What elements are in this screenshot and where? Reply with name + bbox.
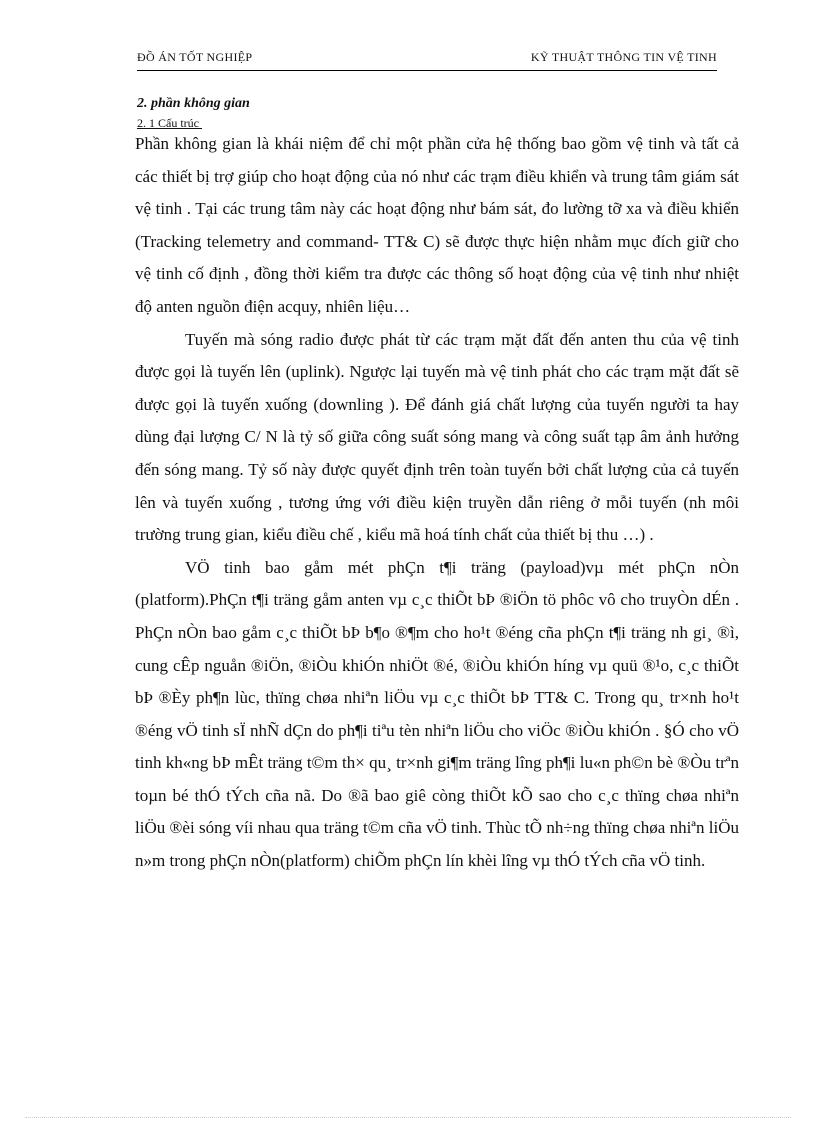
paragraph-2: Tuyến mà sóng radio được phát từ các trạm mặt đất đến anten thu của vệ tinh được gọi là tuyến lên (uplink). Ngược lại tuyến mà vệ tinh phát cho các trạm mặt đất sẽ được gọi là tuyến xuống (downling ). Để đánh giá chất lượng của tuyến người ta hay dùng đại lượng C/ N là tỷ số giữa công suất sóng mang và công suất tạp âm ảnh hưởng đến sóng mang. Tỷ số này được quyết định trên toàn tuyến bởi chất lượng của cả tuyến lên và tuyến xuống , tương ứng với điều kiện truyền dẫn riêng ở mỗi tuyến (nh môi trường trung gian, kiểu điều chế , kiểu mã hoá tính chất của thiết bị thu …) . (135, 329, 739, 545)
page-header (137, 48, 717, 71)
header-left-title: ĐỒ ÁN TỐT NGHIỆP (137, 50, 253, 64)
section-title: 2. phần không gian (137, 96, 250, 111)
header-right-title: KỸ THUẬT THÔNG TIN VỆ TINH (530, 50, 717, 64)
subsection-title: 2. 1 Cấu trúc (137, 116, 202, 130)
page-bottom-divider (25, 1117, 791, 1118)
document-body (135, 128, 739, 878)
paragraph-3: VÖ tinh bao gåm mét phÇn t¶i träng (payload)vµ mét phÇn nÒn (platform).PhÇn t¶i träng gåm anten vµ c¸c thiÕt bÞ ®iÖn tö phôc vô cho truyÒn dÉn . PhÇn nÒn bao gåm c¸c thiÕt bÞ b¶o ®¶m cho ho¹t ®éng cña phÇn t¶i träng nh gi¸ ®ì, cung cÊp nguån ®iÖn, ®iÒu khiÓn nhiÖt ®é, ®iÒu khiÓn híng vµ quü ®¹o, c¸c thiÕt bÞ ®Èy ph¶n lùc, thïng chøa nhiªn liÖu vµ c¸c thiÕt bÞ TT& C. Trong qu¸ tr×nh ho¹t ®éng vÖ tinh sÏ nhÑ dÇn do ph¶i tiªu tèn nhiªn liÖu cho viÖc ®iÒu khiÓn . §Ó cho vÖ tinh kh«ng bÞ mÊt träng t©m th× qu¸ tr×nh gi¶m träng lîng ph¶i lu«n ph©n bè ®Òu trªn toµn bé thÓ tÝch cña nã. Do ®ã bao giê còng thiÕt kÕ sao cho c¸c thïng chøa nhiªn liÖu ®èi sóng víi nhau qua träng t©m cña vÖ tinh. Thùc tÕ nh÷ng thïng chøa nhiªn liÖu n»m trong phÇn nÒn(platform) chiÕm phÇn lín khèi lîng vµ thÓ tÝch cña vÖ tinh. (135, 557, 739, 871)
paragraph-1: Phần không gian là khái niệm để chỉ một phần cửa hệ thống bao gồm vệ tinh và tất cả các thiết bị trợ giúp cho hoạt động của nó như các trạm điều khiển và trung tâm giám sát vệ tinh . Tại các trung tâm này các hoạt động như bám sát, đo lường tỡ xa và điều khiển (Tracking telemetry and command- TT& C) sẽ được thực hiện nhằm mục đích giữ cho vệ tinh cố định , đồng thời kiểm tra được các thông số hoạt động của vệ tinh như nhiệt độ anten nguồn điện acquy, nhiên liệu… (135, 134, 739, 316)
